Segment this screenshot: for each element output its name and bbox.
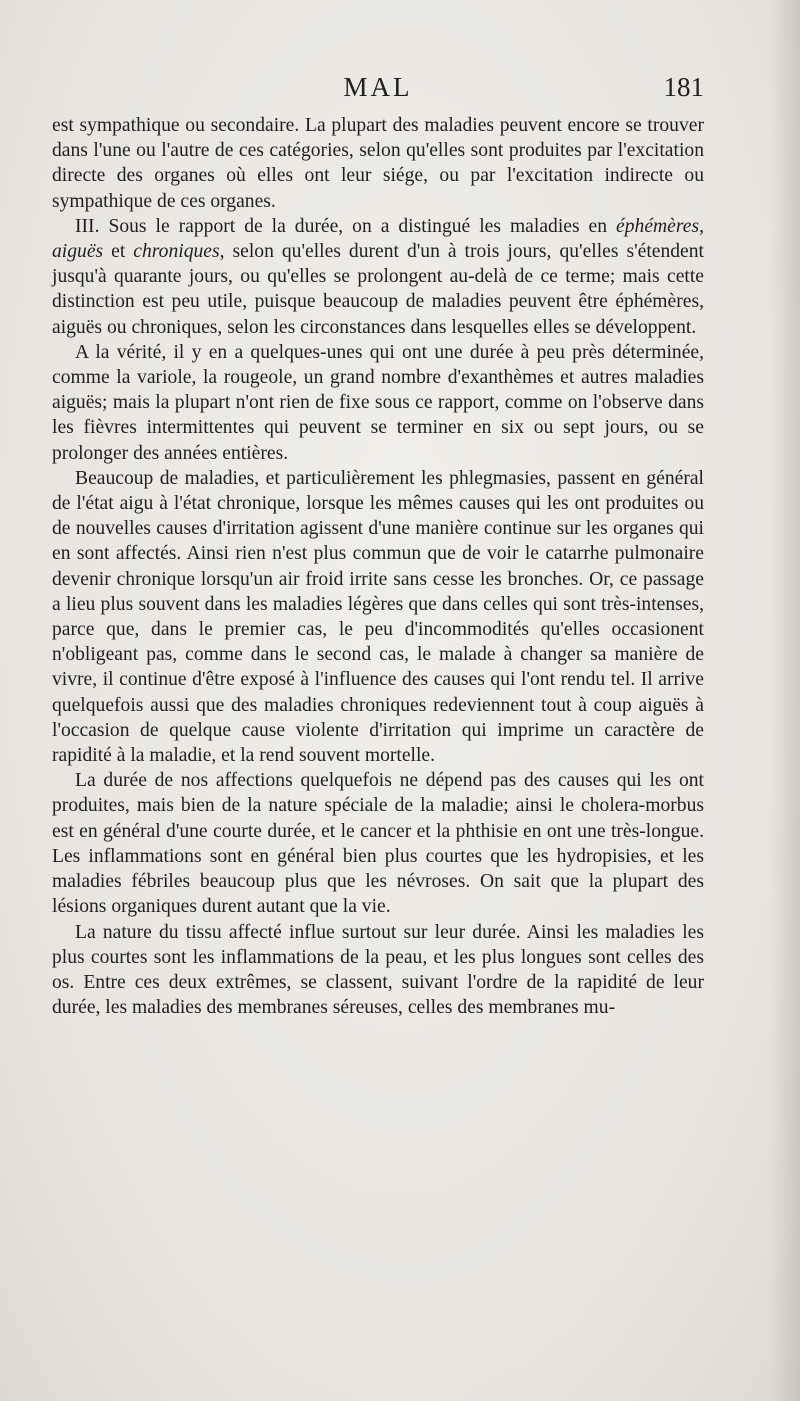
- text-run: La nature du tissu affecté influe surtout sur leur durée. Ainsi les maladies les plus courtes sont les inflammations de la peau, et les plus longues sont celles des os. Entre ces deux extrêmes, se classent, suivant l'ordre de la rapidité de leur durée, les maladies des membranes séreuses, celles des membranes mu-: [52, 921, 704, 1019]
- body-text: [52, 113, 704, 1020]
- text-run: , selon qu'elles durent d'un à trois jours, qu'elles s'étendent jusqu'à quarante jours, ou qu'elles se prolongent au-delà de ce terme; mais cette distinction est peu utile, puisque beaucoup de maladies peuvent être éphémères, aiguës ou chroniques, selon les circonstances dans lesquelles elles se développent.: [52, 241, 704, 338]
- text-run: et: [103, 241, 134, 263]
- text-run: est sympathique ou secondaire. La plupart des maladies peuvent encore se trouver dans l'une ou l'autre de ces catégories, selon qu'elles sont produites par l'excitation directe des organes où elles ont leur siége, ou par l'excitation indirecte ou sympathique de ces organes.: [52, 115, 704, 212]
- text-run: ,: [699, 215, 704, 237]
- paragraph-6: [52, 920, 704, 1021]
- text-run: La durée de nos affections quelquefois ne dépend pas des causes qui les ont produites, mais bien de la nature spéciale de la maladie; ainsi le cholera-morbus est en général d'une courte durée, et le cancer et la phthisie en ont une très-longue. Les inflammations sont en général bien plus courtes que les hydropisies, et les maladies fébriles beaucoup plus que les névroses. On sait que la plupart des lésions organiques durent autant que la vie.: [52, 770, 704, 918]
- paragraph-3: [52, 340, 704, 466]
- running-title: MAL: [343, 72, 413, 102]
- paragraph-1: [52, 113, 704, 214]
- text-run: Beaucoup de maladies, et particulièrement les phlegmasies, passent en général de l'état aigu à l'état chronique, lorsque les mêmes causes qui les ont produites ou de nouvelles causes d'irritation agissent d'une manière continue sur les organes qui en sont affectés. Ainsi rien n'est plus commun que de voir le catarrhe pulmonaire devenir chronique lorsqu'un air froid irrite sans cesse les bronches. Or, ce passage a lieu plus souvent dans les maladies légères que dans celles qui sont très-intenses, parce que, dans le premier cas, le peu d'incommodités qu'elles occasionent n'obligeant pas, comme dans le second cas, le malade à changer sa manière de vivre, il continue d'être exposé à l'influence des causes qui l'ont rendu tel. Il arrive quelquefois aussi que des maladies chroniques redeviennent tout à coup aiguës à l'occasion de quelque cause violente d'irritation qui imprime un caractère de rapidité à la maladie, et la rend souvent mortelle.: [52, 467, 704, 767]
- text-run: A la vérité, il y en a quelques-unes qui ont une durée à peu près déterminée, comme la variole, la rougeole, un grand nombre d'exanthèmes et autres maladies aiguës; mais la plupart n'ont rien de fixe sous ce rapport, comme on l'observe dans les fièvres intermittentes qui peuvent se terminer en six ou sept jours, ou se prolonger des années entières.: [52, 341, 704, 464]
- paragraph-5: [52, 768, 704, 919]
- paragraph-4: [52, 466, 704, 768]
- italic-term: éphémères: [616, 215, 700, 237]
- text-run: III. Sous le rapport de la durée, on a distingué les maladies en: [75, 215, 617, 237]
- page-edge-shadow: [770, 0, 800, 1401]
- italic-term: chroniques: [133, 241, 220, 263]
- italic-term: aiguës: [52, 241, 104, 263]
- page-number: 181: [663, 72, 704, 102]
- page-header: [52, 72, 704, 112]
- paragraph-2: [52, 214, 704, 340]
